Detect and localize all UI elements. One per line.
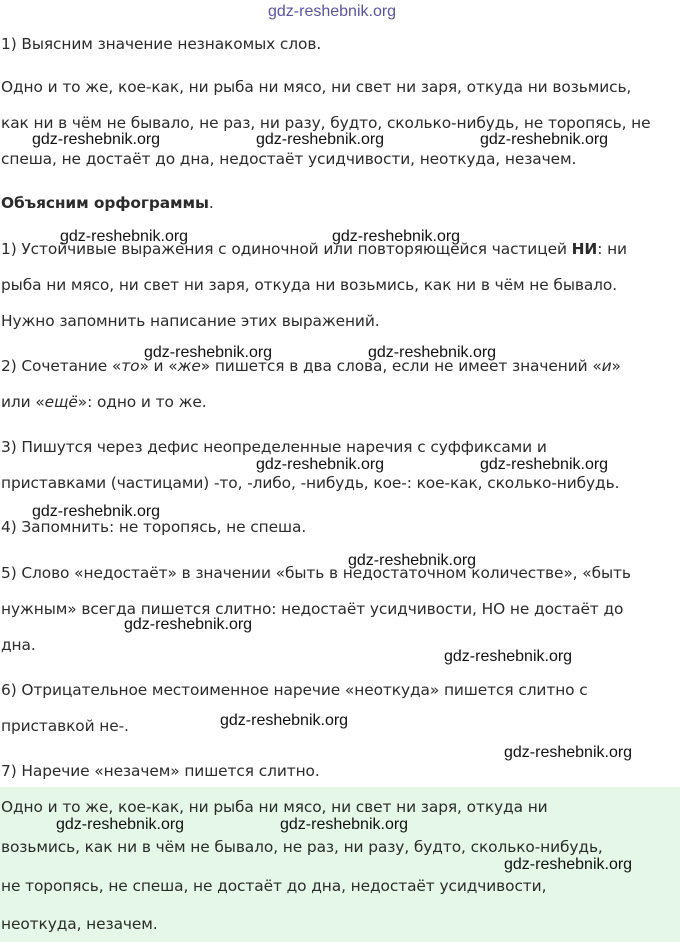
watermark: gdz-reshebnik.org [32, 503, 161, 520]
watermark-top[interactable]: gdz-reshebnik.org [268, 3, 397, 20]
watermark: gdz-reshebnik.org [348, 552, 477, 569]
watermark: gdz-reshebnik.org [332, 228, 461, 245]
rule-4-line: 4) Запомнить: не торопясь, не спеша. [1, 518, 307, 536]
rule-6-line: приставкой не-. [1, 717, 129, 735]
rule-2-italic: же [177, 357, 201, 375]
watermark: gdz-reshebnik.org [280, 816, 409, 833]
watermark: gdz-reshebnik.org [32, 131, 161, 148]
rule-1-suffix: : ни [597, 240, 627, 258]
rule-3-line: приставками (частицами) -то, -либо, -нибудь, кое-: кое-как, сколько-нибудь. [1, 474, 620, 492]
watermark: gdz-reshebnik.org [368, 344, 497, 361]
watermark: gdz-reshebnik.org [124, 616, 253, 633]
heading-period: . [208, 194, 214, 212]
rule-3-line: 3) Пишутся через дефис неопределенные наречия с суффиксами и [1, 438, 547, 456]
watermark: gdz-reshebnik.org [504, 856, 633, 873]
rule-5-line: 5) Слово «недостаёт» в значении «быть в недостаточном количестве», «быть [1, 564, 631, 582]
rule-1-line: рыба ни мясо, ни свет ни заря, откуда ни возьмись, как ни в чём не бывало. [1, 276, 618, 294]
rule-1-line: Нужно запомнить написание этих выражений. [1, 312, 380, 330]
rule-6-line: 6) Отрицательное местоименное наречие «неоткуда» пишется слитно с [1, 681, 588, 699]
watermark: gdz-reshebnik.org [60, 228, 189, 245]
watermark: gdz-reshebnik.org [144, 344, 273, 361]
watermark: gdz-reshebnik.org [256, 456, 385, 473]
rule-2-line [1, 356, 621, 376]
text-line: как ни в чём не бывало, не раз, ни разу, будто, сколько-нибудь, не торопясь, не [1, 114, 651, 132]
answer-line: неоткуда, незачем. [1, 915, 158, 933]
watermark: gdz-reshebnik.org [444, 648, 573, 665]
text-line: Одно и то же, кое-как, ни рыба ни мясо, ни свет ни заря, откуда ни возьмись, [1, 78, 632, 96]
rule-2-text: »: одно и то же. [77, 393, 207, 411]
watermark: gdz-reshebnik.org [504, 744, 633, 761]
rule-5-line: нужным» всегда пишется слитно: недостаёт усидчивости, НО не достаёт до [1, 600, 624, 618]
rule-5-line: дна. [1, 636, 36, 654]
watermark: gdz-reshebnik.org [480, 131, 609, 148]
answer-line: Одно и то же, кое-как, ни рыба ни мясо, ни свет ни заря, откуда ни [1, 798, 548, 816]
section-heading-unknown-words: 1) Выясним значение незнакомых слов. [1, 35, 322, 53]
answer-line: не торопясь, не спеша, не достаёт до дна, недостаёт усидчивости, [1, 877, 547, 895]
watermark: gdz-reshebnik.org [220, 712, 349, 729]
text-line: спеша, не достаёт до дна, недостаёт усидчивости, неоткуда, незачем. [1, 150, 577, 168]
watermark: gdz-reshebnik.org [480, 456, 609, 473]
rule-1-prefix: 1) Устойчивые выражения с одиночной или повторяющейся частицей [1, 240, 572, 258]
rule-2-text: » и « [139, 357, 178, 375]
heading-bold-text: Объясним орфограммы [1, 194, 209, 212]
watermark: gdz-reshebnik.org [256, 131, 385, 148]
rule-2-text: 2) Сочетание « [1, 357, 122, 375]
rule-1-bold: НИ [571, 240, 598, 258]
watermark: gdz-reshebnik.org [56, 816, 185, 833]
rule-2-italic: ещё [44, 393, 78, 411]
rule-2-text: » [611, 357, 621, 375]
rule-2-text: или « [1, 393, 45, 411]
answer-line: возьмись, как ни в чём не бывало, не раз, ни разу, будто, сколько-нибудь, [1, 838, 603, 856]
section-heading-orthograms [1, 193, 214, 213]
rule-2-line [1, 392, 207, 412]
rule-2-italic: и [601, 357, 612, 375]
rule-2-italic: то [121, 357, 140, 375]
rule-2-text: » пишется в два слова, если не имеет значений « [200, 357, 602, 375]
rule-7-line: 7) Наречие «незачем» пишется слитно. [1, 762, 320, 780]
